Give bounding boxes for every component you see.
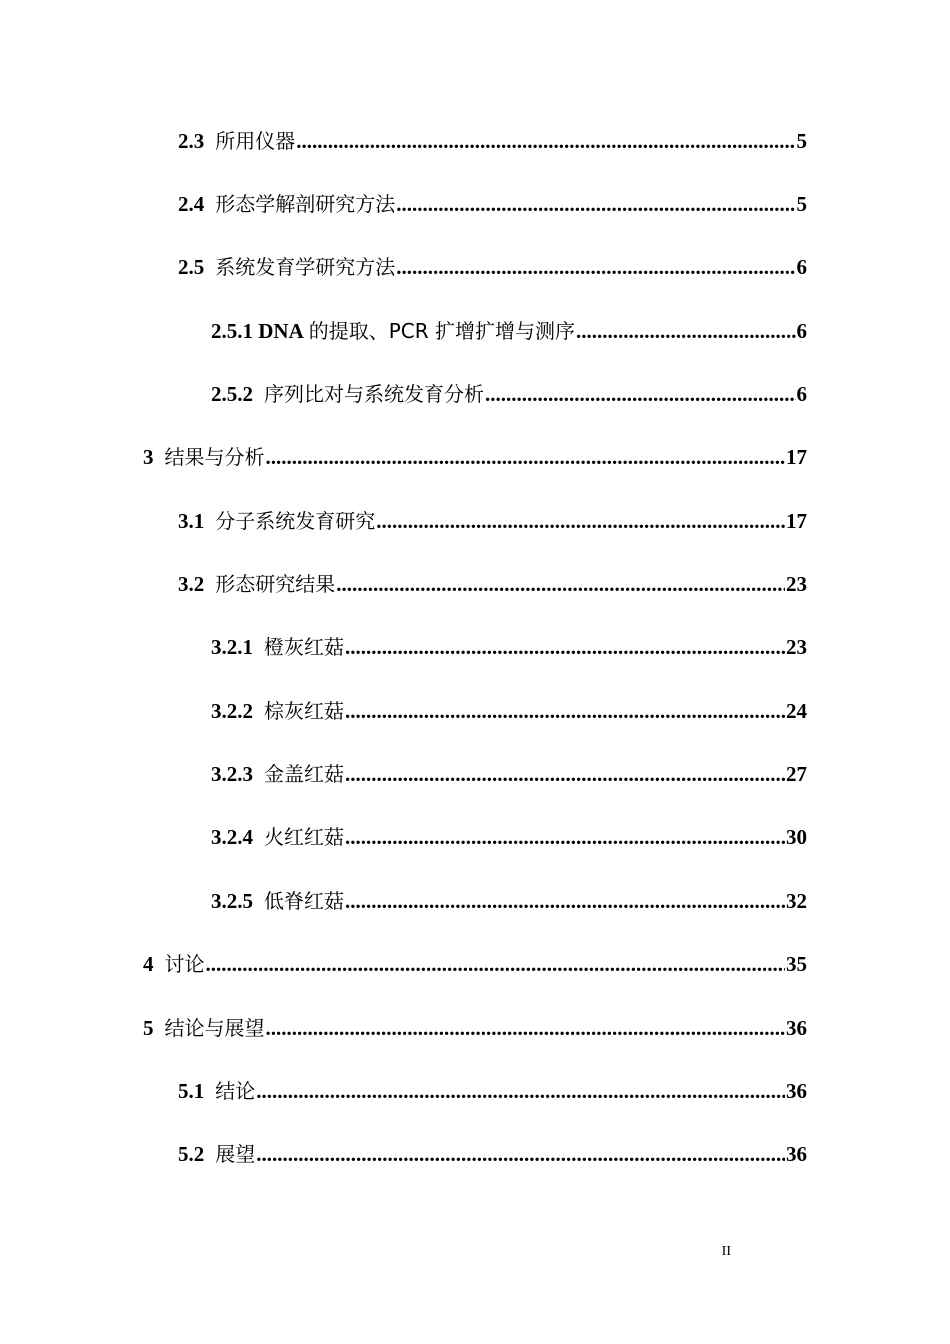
toc-entry-2-5-2[interactable] [211,379,807,409]
dot-leader [345,822,785,852]
toc-entry-5[interactable] [143,1013,807,1043]
toc-entry-title: 结果与分析 [164,445,265,469]
dot-leader [336,569,785,599]
toc-entry-3-2-4[interactable] [211,822,807,852]
toc-entry-page: 36 [786,1079,807,1103]
toc-entry-number: 3.2 [178,572,205,596]
toc-entry-page: 35 [786,952,807,976]
dot-leader [345,886,785,916]
toc-entry-3-2-3[interactable] [211,759,807,789]
dot-leader [485,379,796,409]
toc-entry-title: 讨论 [164,952,205,976]
dot-leader [256,1076,785,1106]
toc-entry-title: 橙灰红菇 [264,635,344,659]
toc-entry-page: 17 [786,445,807,469]
toc-entry-number: 5.1 [178,1079,205,1103]
toc-entry-page: 5 [796,192,807,216]
toc-entry-page: 23 [786,572,807,596]
toc-entry-number: 5 [143,1016,154,1040]
toc-entry-2-3[interactable] [178,126,807,156]
toc-entry-3-2[interactable] [178,569,807,599]
toc-entry-page: 30 [786,825,807,849]
toc-entry-page: 17 [786,509,807,533]
dot-leader [396,189,795,219]
toc-entry-title: 金盖红菇 [264,762,344,786]
toc-entry-page: 32 [786,889,807,913]
toc-entry-number: 3 [143,445,154,469]
toc-entry-page: 6 [796,382,807,406]
dot-leader [266,1013,786,1043]
toc-entry-title: 所用仪器 [215,129,296,153]
dot-leader [256,1139,785,1169]
dot-leader [345,632,785,662]
page-footer [0,1244,731,1260]
dot-leader [296,126,795,156]
toc-entry-3-2-2[interactable] [211,696,807,726]
toc-entry-2-5-1[interactable] [211,316,807,346]
dot-leader [376,506,785,536]
toc-entry-4[interactable] [143,949,807,979]
toc-entry-5-1[interactable] [178,1076,807,1106]
toc-entry-page: 24 [786,699,807,723]
toc-entry-title: 分子系统发育研究 [215,509,376,533]
toc-entry-3-2-1[interactable] [211,632,807,662]
toc-entry-page: 36 [786,1016,807,1040]
dot-leader [266,442,786,472]
toc-entry-title: 棕灰红菇 [264,699,344,723]
dot-leader [396,252,795,282]
dot-leader [345,696,785,726]
toc-entry-title: 展望 [215,1142,256,1166]
toc-entry-title: 系统发育学研究方法 [215,255,396,279]
toc-entry-number: 2.5 [178,255,205,279]
toc-entry-number: 3.2.4 [211,825,253,849]
toc-entry-3-2-5[interactable] [211,886,807,916]
toc-entry-number: 2.3 [178,129,205,153]
dot-leader [206,949,786,979]
toc-entry-title: 结论 [215,1079,256,1103]
toc-entry-title: 低脊红菇 [264,889,344,913]
toc-entry-page: 27 [786,762,807,786]
toc-entry-2-4[interactable] [178,189,807,219]
toc-entry-number: 3.2.5 [211,889,253,913]
toc-entry-number: 3.1 [178,509,205,533]
toc-entry-title: 结论与展望 [164,1016,265,1040]
toc-entry-title: 形态研究结果 [215,572,336,596]
toc-entry-number: 5.2 [178,1142,205,1166]
toc-entry-title: 的提取、PCR 扩增扩增与测序 [308,319,576,343]
toc-entry-page: 6 [796,255,807,279]
toc-entry-number: 3.2.3 [211,762,253,786]
dot-leader [576,316,795,346]
toc-entry-page: 23 [786,635,807,659]
toc-entry-number: 3.2.1 [211,635,253,659]
toc-entry-3-1[interactable] [178,506,807,536]
toc-entry-3[interactable] [143,442,807,472]
toc-entry-number: 2.5.2 [211,382,253,406]
toc-entry-title: 火红红菇 [264,825,344,849]
toc-entry-5-2[interactable] [178,1139,807,1169]
toc-entry-2-5[interactable] [178,252,807,282]
toc-entry-number: 2.5.1 DNA [211,319,304,343]
toc-entry-page: 6 [796,319,807,343]
page-number: II [721,1244,731,1259]
toc-entry-title: 形态学解剖研究方法 [215,192,396,216]
dot-leader [345,759,785,789]
toc-entry-number: 2.4 [178,192,205,216]
toc-entry-title: 序列比对与系统发育分析 [264,382,484,406]
toc-entry-page: 36 [786,1142,807,1166]
toc-entry-number: 3.2.2 [211,699,253,723]
toc-entry-number: 4 [143,952,154,976]
toc-entry-page: 5 [796,129,807,153]
